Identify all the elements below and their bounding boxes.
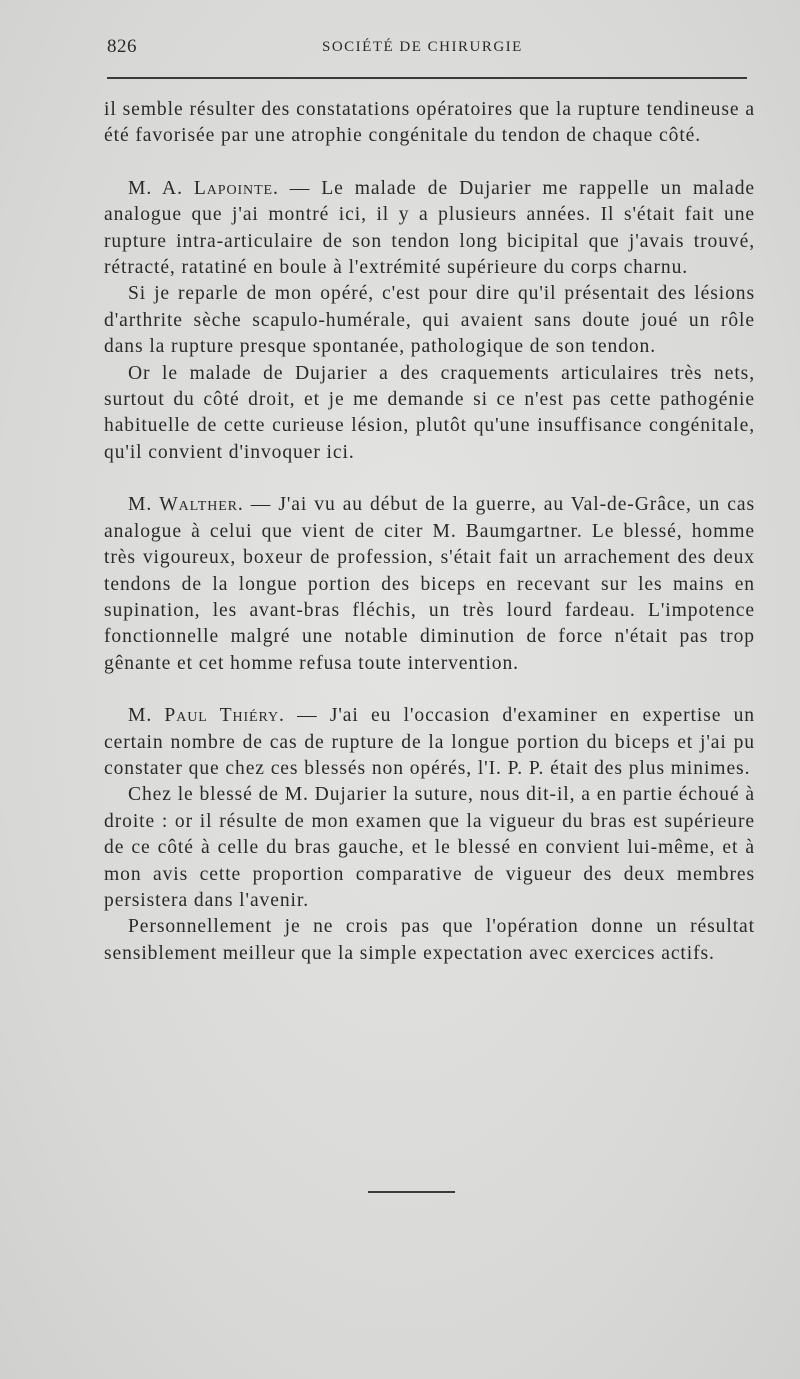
paragraph-suture: Chez le blessé de M. Dujarier la suture, nous dit-il, a en partie échoué à droite : or il résulte de mon examen que la vigueur du bras est supérieure de ce côté à celle du bras gauche, et le blessé en convient lui-même, et à mon avis cette proportion comparative de vigueur des deux membres persistera dans l'avenir. (104, 784, 755, 911)
paragraph-craquements: Or le malade de Dujarier a des craquements articulaires très nets, surtout du côté droit, et je me demande si ce n'est pas cette pathogénie habituelle de cette curieuse lésion, plutôt qu'une insuffisance congénitale, qu'il convient d'invoquer ici. (104, 362, 755, 463)
paragraph-thiery: M. Paul Thiéry. — J'ai eu l'occasion d'examiner en expertise un certain nombre de cas de rupture de la longue portion du biceps et j'ai pu constater que chez ces blessés non opérés, l'I. P. P. était des plus minimes. (104, 705, 755, 779)
paragraph-lapointe: M. A. Lapointe. — Le malade de Dujarier me rappelle un malade analogue que j'ai montré ici, il y a plusieurs années. Il s'était fait une rupture intra-articulaire de son tendon long bicipital que j'avais trouvé, rétracté, ratatiné en boule à l'extrémité supérieure du corps charnu. (104, 177, 755, 279)
section-end-rule (368, 1191, 455, 1193)
page-header (107, 36, 755, 66)
speaker-prefix: M. (128, 494, 160, 516)
page-number: 826 (107, 36, 137, 57)
running-title: SOCIÉTÉ DE CHIRURGIE (322, 39, 523, 55)
paragraph-conclusion: Personnellement je ne crois pas que l'opération donne un résultat sensiblement meilleur que la simple expectation avec exercices actifs. (104, 916, 755, 964)
paragraph-reparle: Si je reparle de mon opéré, c'est pour dire qu'il présentait des lésions d'arthrite sèche scapulo-humérale, qui avaient sans doute joué un rôle dans la rupture presque spontanée, pathologique de son tendon. (104, 283, 755, 358)
speaker-name: Lapointe. (193, 177, 279, 199)
speaker-name: Paul Thiéry. (164, 705, 285, 727)
speaker-prefix: M. (128, 705, 165, 727)
speaker-name: Walther. (159, 494, 244, 516)
body-text (104, 97, 755, 967)
paragraph-continuation: il semble résulter des constatations opératoires que la rupture tendineuse a été favorisée par une atrophie congénitale du tendon de chaque côté. (104, 99, 755, 147)
speaker-prefix: M. A. (128, 177, 194, 199)
header-rule (107, 77, 747, 79)
paragraph-walther: M. Walther. — J'ai vu au début de la guerre, au Val-de-Grâce, un cas analogue à celui que vient de citer M. Baumgartner. Le blessé, homme très vigoureux, boxeur de profession, s'était fait un arrachement des deux tendons de la longue portion des biceps en recevant sur les mains en supination, les avant-bras fléchis, un très lourd fardeau. L'impotence fonctionnelle malgré une notable diminution de force n'était pas trop gênante et cet homme refusa toute intervention. (104, 494, 756, 674)
